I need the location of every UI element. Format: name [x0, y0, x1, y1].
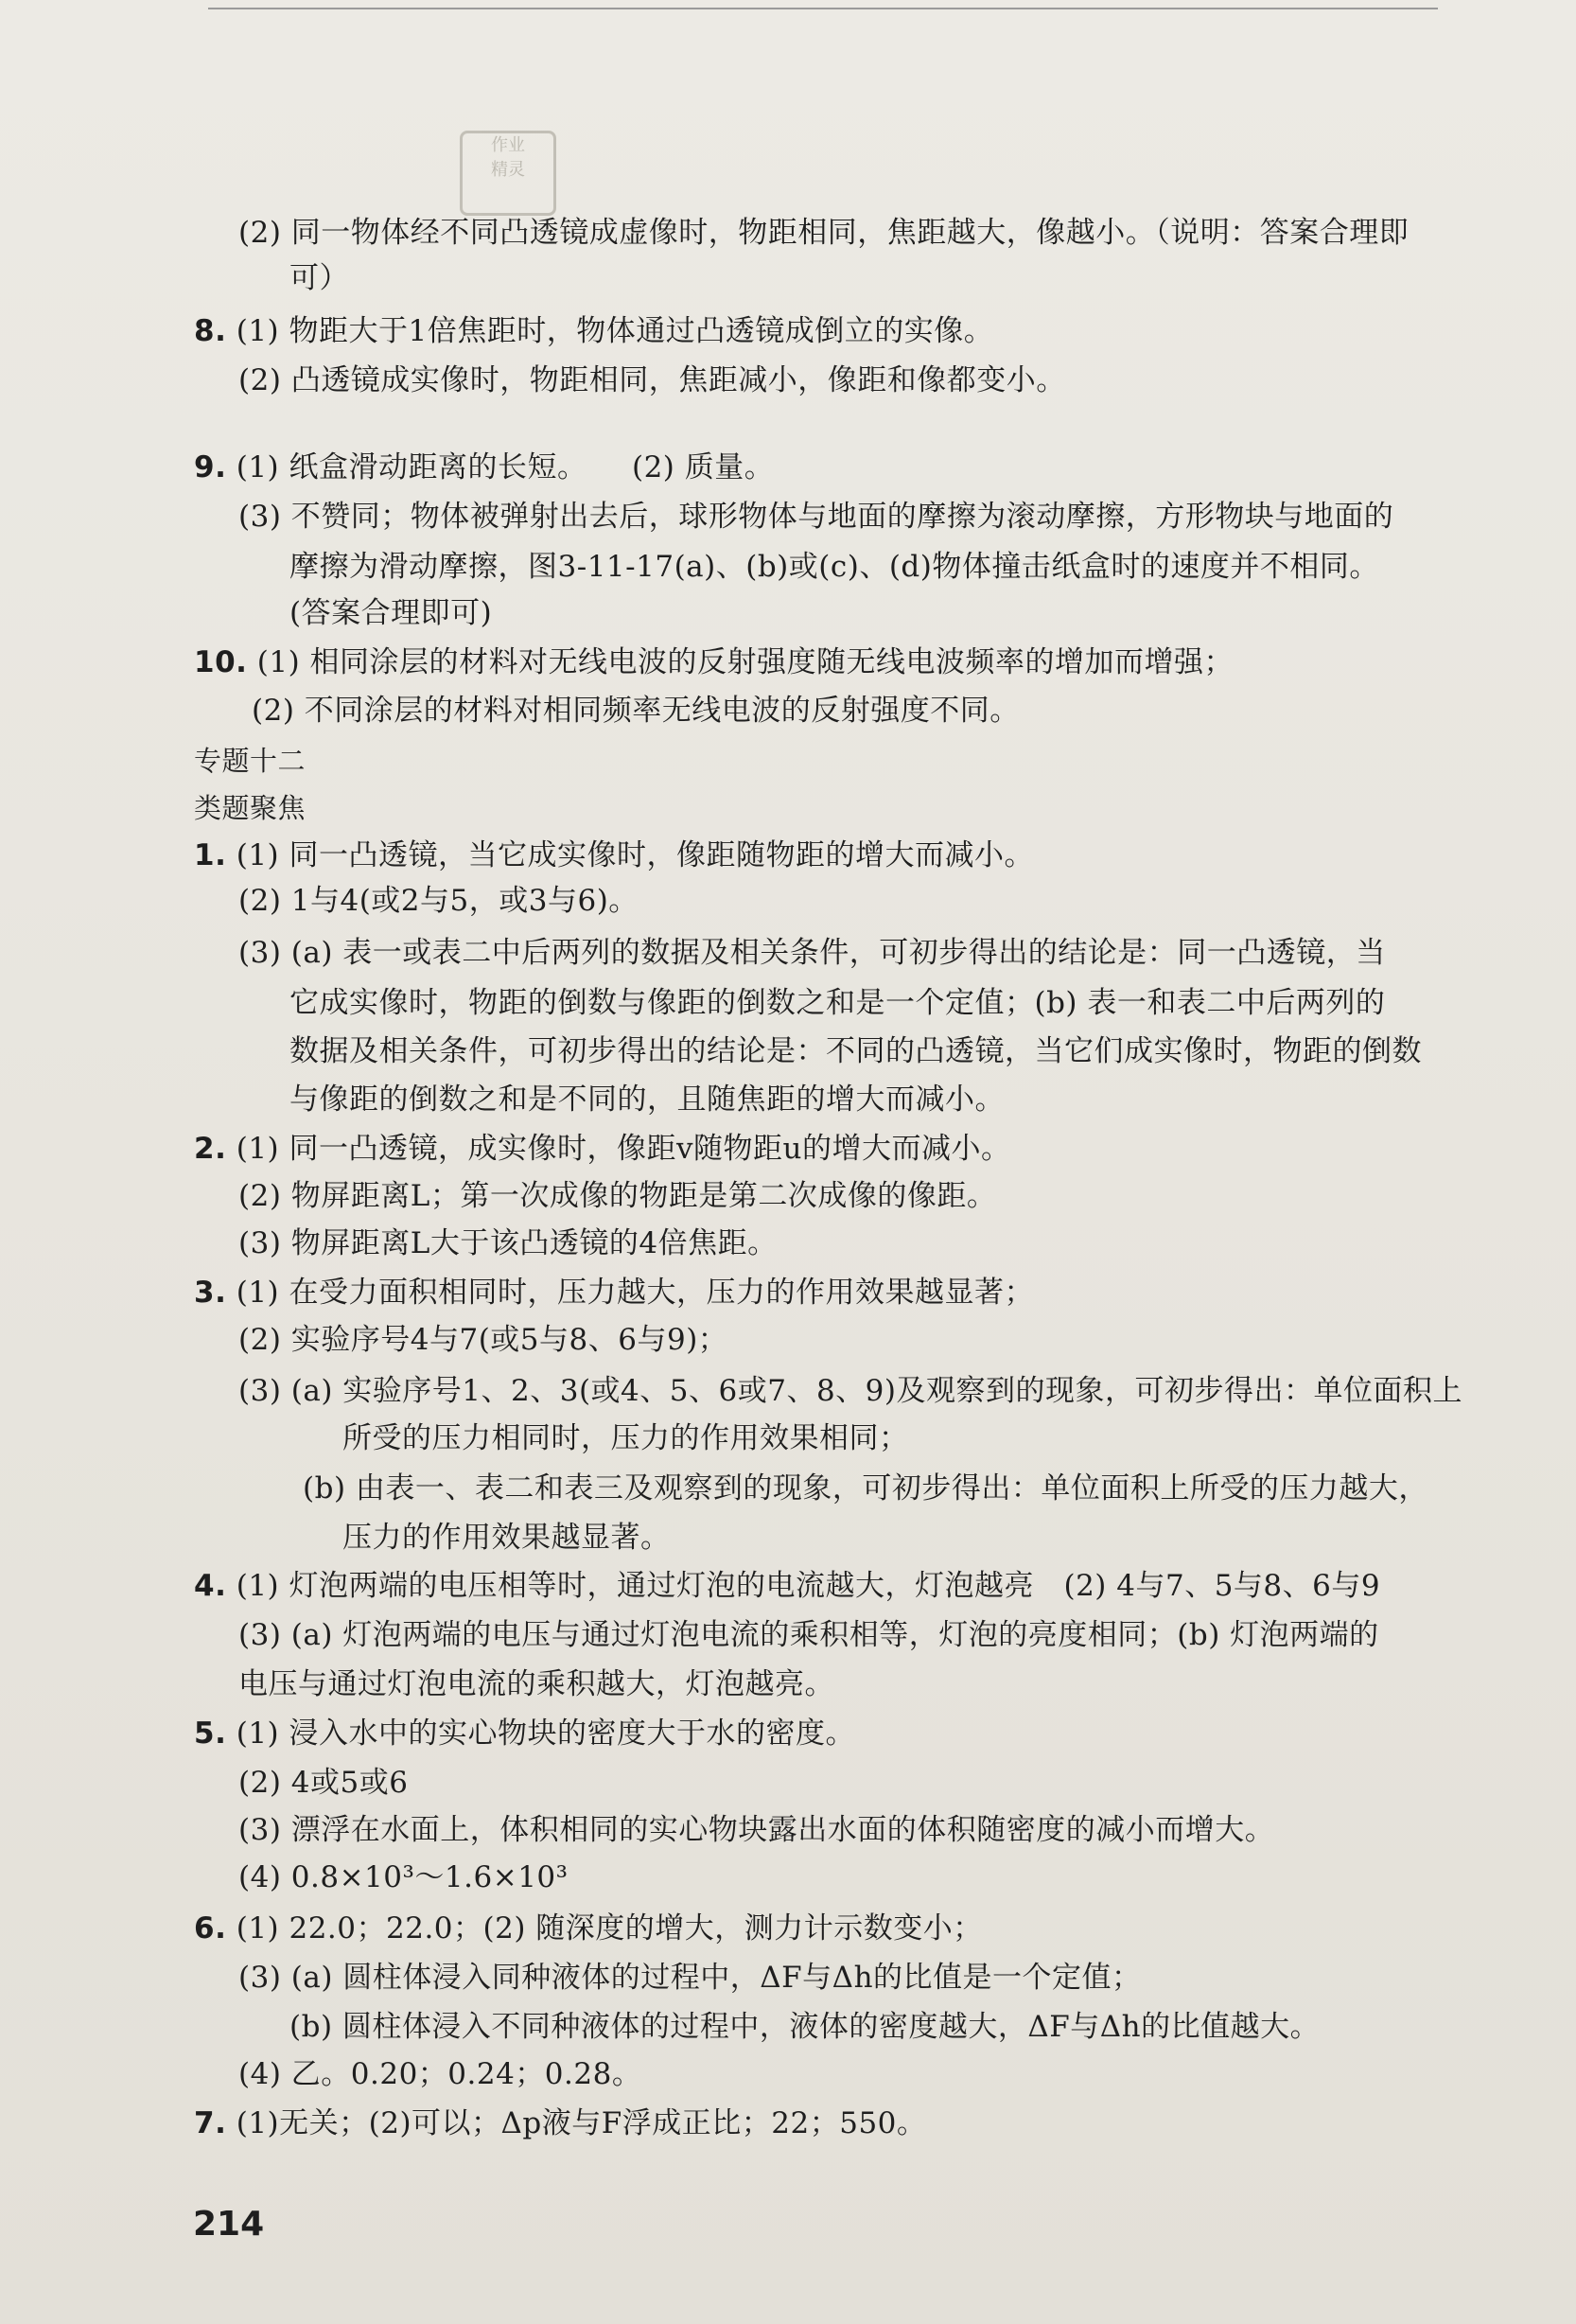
answer-line: 摩擦为滑动摩擦，图3-11-17(a)、(b)或(c)、(d)物体撞击纸盒时的速度并不相同。 [289, 550, 1379, 584]
watermark-stamp: 作业 精灵 [460, 131, 556, 216]
answer-line: (2) 凸透镜成实像时，物距相同，焦距减小，像距和像都变小。 [238, 363, 1066, 397]
answer-line: (3) (a) 灯泡两端的电压与通过灯泡电流的乘积相等，灯泡的亮度相同；(b) 灯泡两端的 [238, 1618, 1379, 1652]
answer-line: (4) 0.8×10³～1.6×10³ [238, 1860, 569, 1894]
top-rule [208, 8, 1438, 9]
page-number: 214 [193, 2205, 265, 2244]
answer-line: 4. (1) 灯泡两端的电压相等时，通过灯泡的电流越大，灯泡越亮 (2) 4与7、5与8、6与9 [194, 1569, 1381, 1603]
answer-line: (3) (a) 实验序号1、2、3(或4、5、6或7、8、9)及观察到的现象，可初步得出：单位面积上 [238, 1374, 1462, 1408]
answer-line: 可） [289, 261, 349, 295]
answer-line: (2) 实验序号4与7(或5与8、6与9)； [238, 1323, 728, 1357]
answer-line: 它成实像时，物距的倒数与像距的倒数之和是一个定值；(b) 表一和表二中后两列的 [289, 986, 1386, 1020]
answer-line: (4) 乙。0.20；0.24；0.28。 [238, 2057, 642, 2091]
answer-line: 压力的作用效果越显著。 [342, 1521, 671, 1555]
answer-line: (b) 圆柱体浸入不同种液体的过程中，液体的密度越大，ΔF与Δh的比值越大。 [289, 2010, 1321, 2044]
answer-line: 10. (1) 相同涂层的材料对无线电波的反射强度随无线电波频率的增加而增强； [194, 645, 1235, 679]
answer-line: 所受的压力相同时，压力的作用效果相同； [342, 1421, 909, 1455]
answer-line: (2) 同一物体经不同凸透镜成虚像时，物距相同，焦距越大，像越小。（说明：答案合理即 [238, 216, 1410, 250]
answer-line: 数据及相关条件，可初步得出的结论是：不同的凸透镜，当它们成实像时，物距的倒数 [289, 1034, 1422, 1068]
answer-line: (2) 物屏距离L；第一次成像的物距是第二次成像的像距。 [238, 1179, 997, 1213]
answer-line: (3) 漂浮在水面上，体积相同的实心物块露出水面的体积随密度的减小而增大。 [238, 1813, 1275, 1847]
answer-line: 5. (1) 浸入水中的实心物块的密度大于水的密度。 [194, 1717, 855, 1751]
answer-line: 2. (1) 同一凸透镜，成实像时，像距v随物距u的增大而减小。 [194, 1132, 1011, 1166]
answer-line: 7. (1)无关；(2)可以；Δp液与F浮成正比；22；550。 [194, 2106, 927, 2140]
answer-line: 与像距的倒数之和是不同的，且随焦距的增大而减小。 [289, 1083, 1005, 1117]
answer-line: 1. (1) 同一凸透镜，当它成实像时，像距随物距的增大而减小。 [194, 838, 1034, 872]
answer-line: (3) (a) 表一或表二中后两列的数据及相关条件，可初步得出的结论是：同一凸透镜，当 [238, 936, 1386, 970]
answer-line: (2) 1与4(或2与5，或3与6)。 [238, 884, 639, 918]
subsection-heading: 类题聚焦 [194, 792, 306, 824]
answer-line: (答案合理即可) [289, 596, 493, 630]
answer-line: 8. (1) 物距大于1倍焦距时，物体通过凸透镜成倒立的实像。 [194, 314, 994, 348]
answer-line: (b) 由表一、表二和表三及观察到的现象，可初步得出：单位面积上所受的压力越大， [303, 1471, 1428, 1505]
answer-line: 6. (1) 22.0；22.0；(2) 随深度的增大，测力计示数变小； [194, 1911, 983, 1945]
answer-line: 9. (1) 纸盒滑动距离的长短。 (2) 质量。 [194, 450, 775, 484]
answer-line: 3. (1) 在受力面积相同时，压力越大，压力的作用效果越显著； [194, 1276, 1034, 1310]
answer-line: (2) 不同涂层的材料对相同频率无线电波的反射强度不同。 [252, 694, 1020, 728]
section-heading: 专题十二 [194, 745, 306, 777]
answer-line: (3) (a) 圆柱体浸入同种液体的过程中，ΔF与Δh的比值是一个定值； [238, 1961, 1142, 1995]
answer-line: (2) 4或5或6 [238, 1766, 409, 1800]
answer-line: 电压与通过灯泡电流的乘积越大，灯泡越亮。 [238, 1667, 834, 1701]
answer-line: (3) 物屏距离L大于该凸透镜的4倍焦距。 [238, 1226, 778, 1260]
answer-line: (3) 不赞同；物体被弹射出去后，球形物体与地面的摩擦为滚动摩擦，方形物块与地面的 [238, 500, 1394, 534]
